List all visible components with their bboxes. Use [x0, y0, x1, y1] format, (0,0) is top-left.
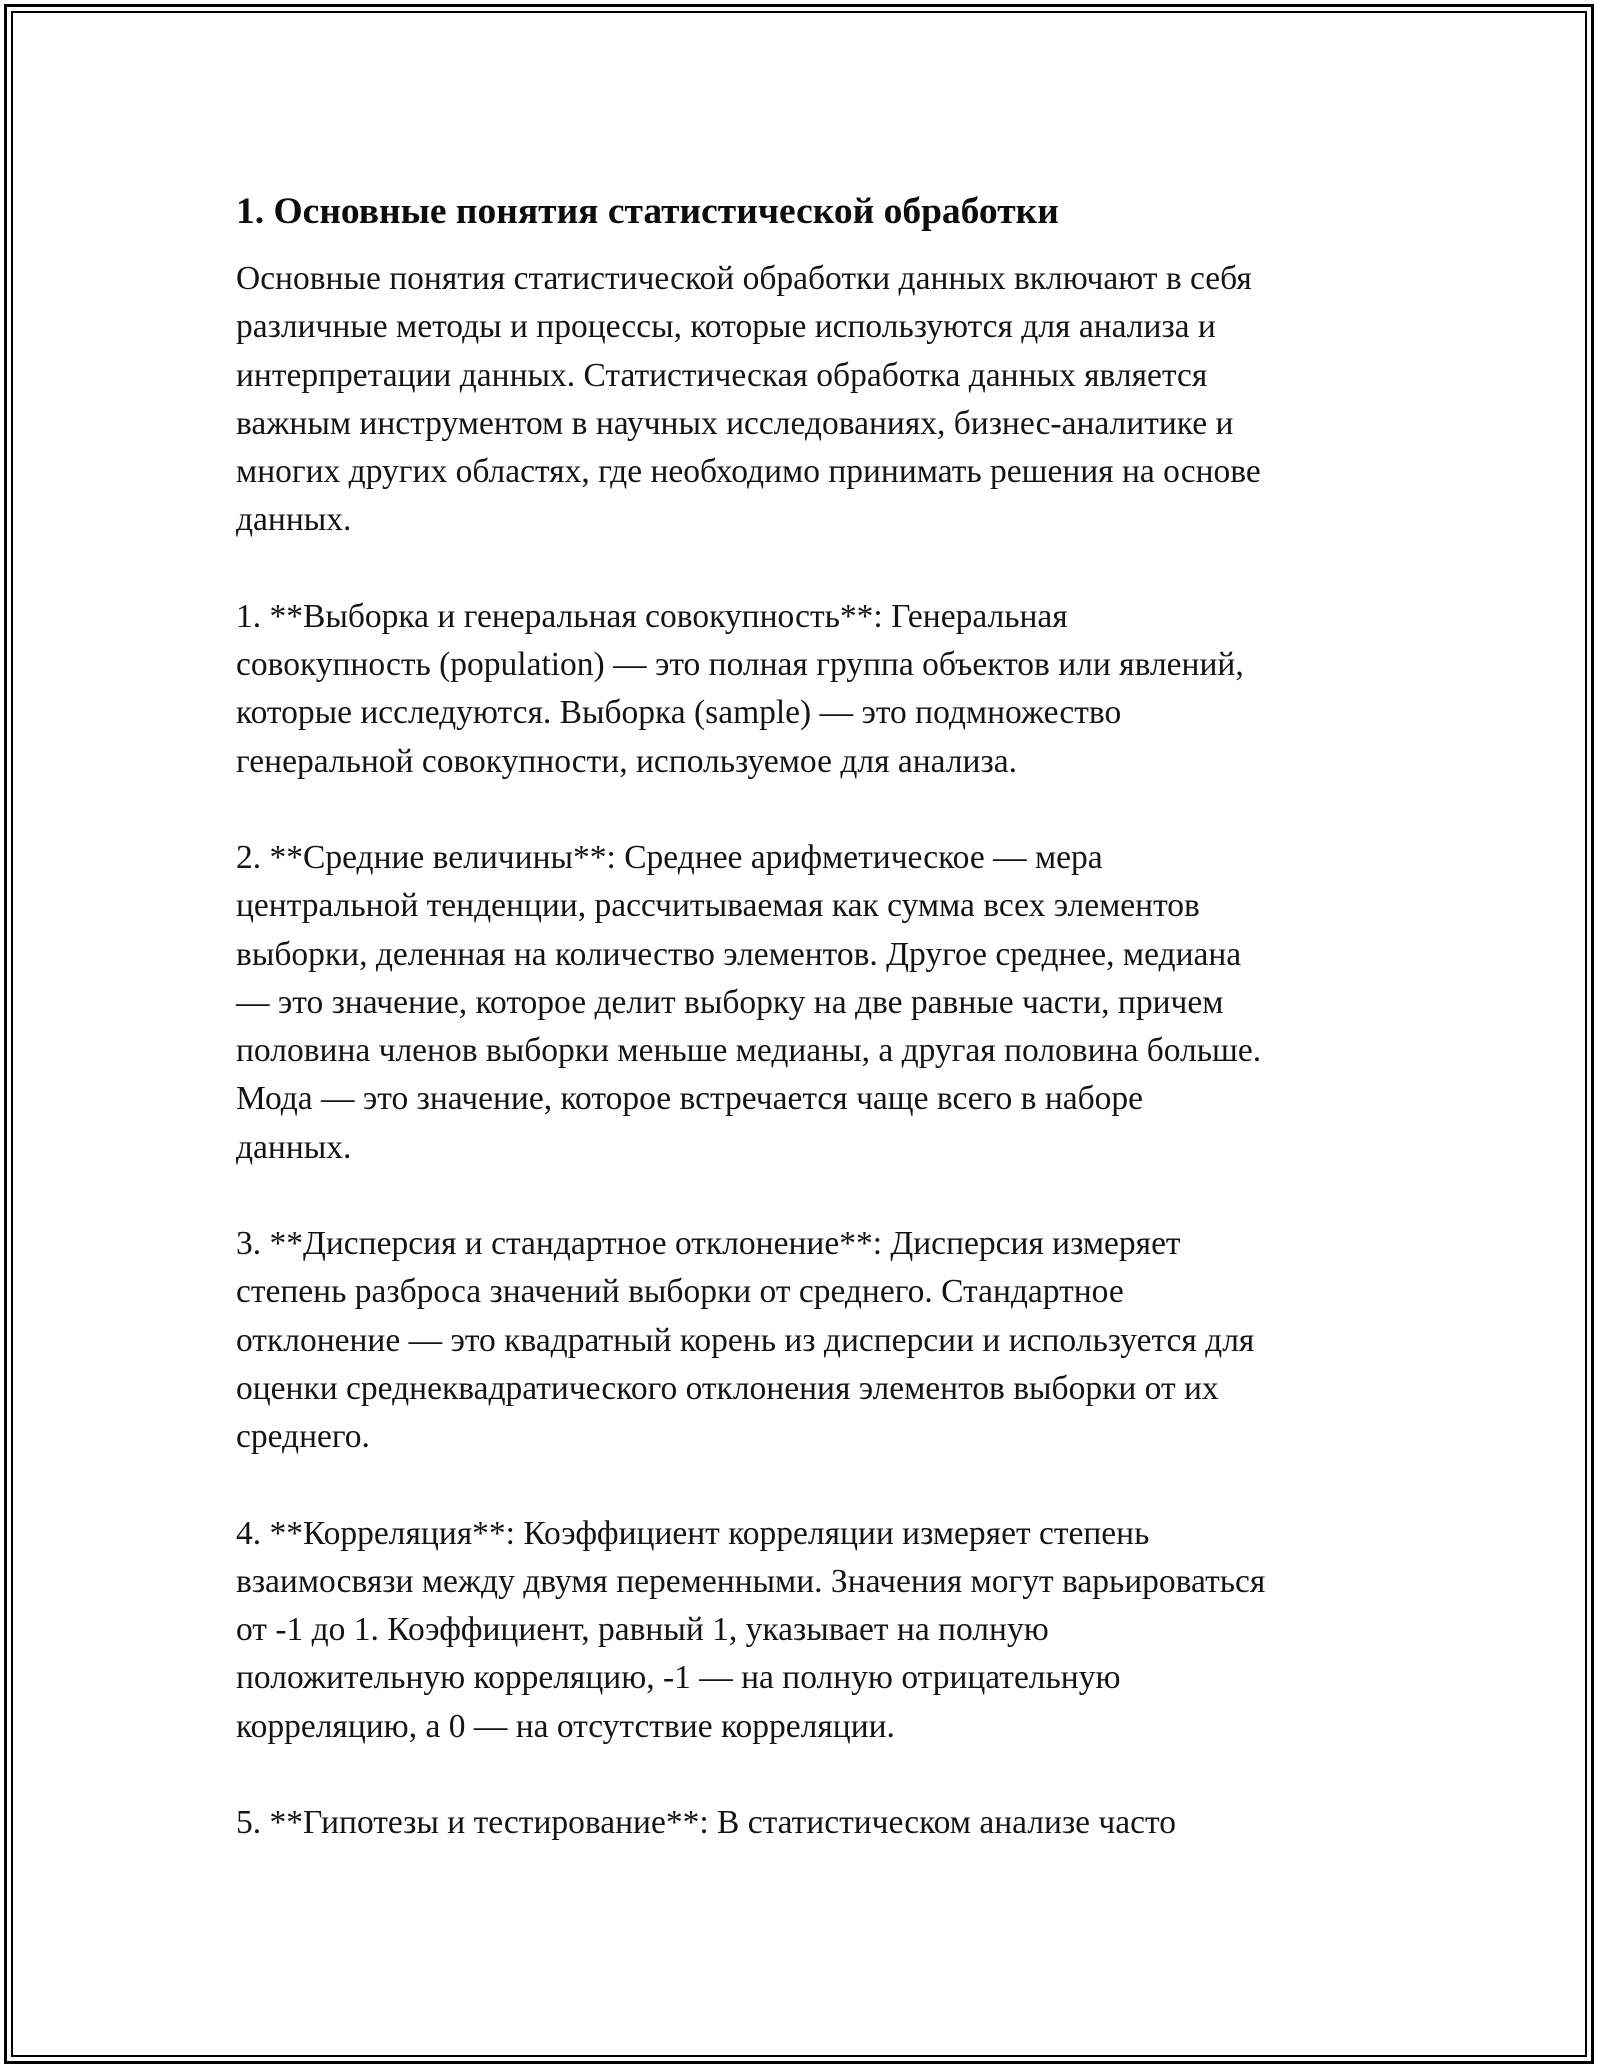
- paragraph: [236, 1799, 1386, 1847]
- paragraph-list: [236, 255, 1386, 1847]
- text-line: 2. **Средние величины**: Среднее арифметическое — мера: [236, 838, 1103, 876]
- text-line: половина членов выборки меньше медианы, а другая половина больше.: [236, 1032, 1262, 1070]
- paragraph: [236, 1510, 1386, 1751]
- text-line: генеральной совокупности, используемое для анализа.: [236, 742, 1017, 780]
- paragraph: [236, 593, 1386, 786]
- text-line: совокупность (population) — это полная группа объектов или явлений,: [236, 646, 1244, 684]
- text-line: отклонение — это квадратный корень из дисперсии и используется для: [236, 1321, 1255, 1359]
- section-heading: 1. Основные понятия статистической обработки: [236, 191, 1059, 232]
- text-line: от -1 до 1. Коэффициент, равный 1, указывает на полную: [236, 1611, 1049, 1649]
- text-line: положительную корреляцию, -1 — на полную отрицательную: [236, 1659, 1121, 1697]
- text-line: степень разброса значений выборки от среднего. Стандартное: [236, 1273, 1124, 1311]
- text-line: многих других областях, где необходимо принимать решения на основе: [236, 453, 1261, 491]
- text-line: 4. **Корреляция**: Коэффициент корреляции измеряет степень: [236, 1514, 1150, 1552]
- paragraph: [236, 255, 1386, 545]
- text-line: Основные понятия статистической обработки данных включают в себя: [236, 260, 1252, 297]
- text-line: центральной тенденции, рассчитываемая как сумма всех элементов: [236, 887, 1200, 925]
- text-line: различные методы и процессы, которые используются для анализа и: [236, 308, 1216, 346]
- text-line: выборки, деленная на количество элементов. Другое среднее, медиана: [236, 935, 1242, 973]
- text-line: — это значение, которое делит выборку на две равные части, причем: [236, 983, 1224, 1021]
- text-line: данных.: [236, 1128, 352, 1166]
- text-line: 5. **Гипотезы и тестирование**: В статистическом анализе часто: [236, 1804, 1176, 1842]
- text-line: интерпретации данных. Статистическая обработка данных является: [236, 356, 1208, 394]
- paragraph: [236, 1220, 1386, 1461]
- text-line: которые исследуются. Выборка (sample) — это подмножество: [236, 694, 1122, 732]
- text-line: 3. **Дисперсия и стандартное отклонение**: Дисперсия измеряет: [236, 1225, 1181, 1263]
- document-body: [236, 186, 1386, 1895]
- text-line: взаимосвязи между двумя переменными. Значения могут варьироваться: [236, 1562, 1266, 1600]
- text-line: Мода — это значение, которое встречается чаще всего в наборе: [236, 1080, 1144, 1118]
- text-line: корреляцию, а 0 — на отсутствие корреляции.: [236, 1707, 895, 1745]
- text-line: среднего.: [236, 1418, 370, 1456]
- text-line: 1. **Выборка и генеральная совокупность**: Генеральная: [236, 597, 1068, 635]
- text-line: данных.: [236, 501, 352, 539]
- text-line: важным инструментом в научных исследованиях, бизнес-аналитике и: [236, 404, 1234, 442]
- paragraph: [236, 834, 1386, 1172]
- text-line: оценки среднеквадратического отклонения элементов выборки от их: [236, 1369, 1219, 1407]
